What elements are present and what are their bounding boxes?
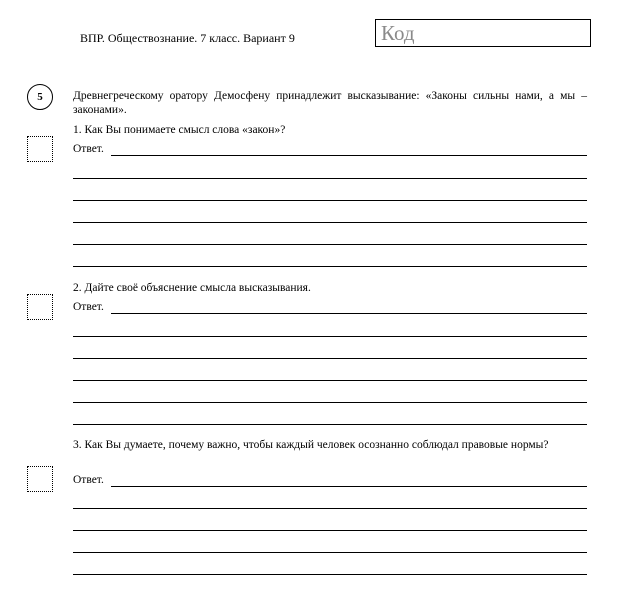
code-field[interactable] [375, 19, 591, 47]
answer-line[interactable] [73, 574, 587, 575]
answer-line[interactable] [73, 222, 587, 223]
task-number-badge: 5 [27, 84, 53, 110]
answer-line[interactable] [73, 266, 587, 267]
task-prompt: Древнегреческому оратору Демосфену принадлежит высказывание: «Законы сильны нами, а мы – законами». [73, 90, 587, 116]
answer-label-q3: Ответ. [73, 474, 104, 486]
score-box-q1[interactable] [27, 136, 53, 162]
answer-line[interactable] [73, 530, 587, 531]
answer-line[interactable] [73, 508, 587, 509]
question-2-text: 2. Дайте своё объяснение смысла высказывания. [73, 282, 311, 294]
answer-line[interactable] [111, 155, 587, 156]
answer-line[interactable] [73, 200, 587, 201]
code-label: Код [381, 21, 415, 45]
page-header-title: ВПР. Обществознание. 7 класс. Вариант 9 [80, 31, 295, 45]
answer-line[interactable] [73, 358, 587, 359]
answer-line[interactable] [73, 402, 587, 403]
answer-line[interactable] [73, 244, 587, 245]
answer-label-q2: Ответ. [73, 301, 104, 313]
answer-line[interactable] [73, 178, 587, 179]
answer-line[interactable] [73, 552, 587, 553]
answer-label-q1: Ответ. [73, 143, 104, 155]
answer-line[interactable] [73, 336, 587, 337]
answer-line[interactable] [111, 313, 587, 314]
question-3-text: 3. Как Вы думаете, почему важно, чтобы каждый человек осознанно соблюдал правовые нормы? [73, 439, 549, 451]
answer-line[interactable] [73, 424, 587, 425]
score-box-q2[interactable] [27, 294, 53, 320]
answer-line[interactable] [111, 486, 587, 487]
answer-line[interactable] [73, 380, 587, 381]
question-1-text: 1. Как Вы понимаете смысл слова «закон»? [73, 124, 286, 136]
score-box-q3[interactable] [27, 466, 53, 492]
